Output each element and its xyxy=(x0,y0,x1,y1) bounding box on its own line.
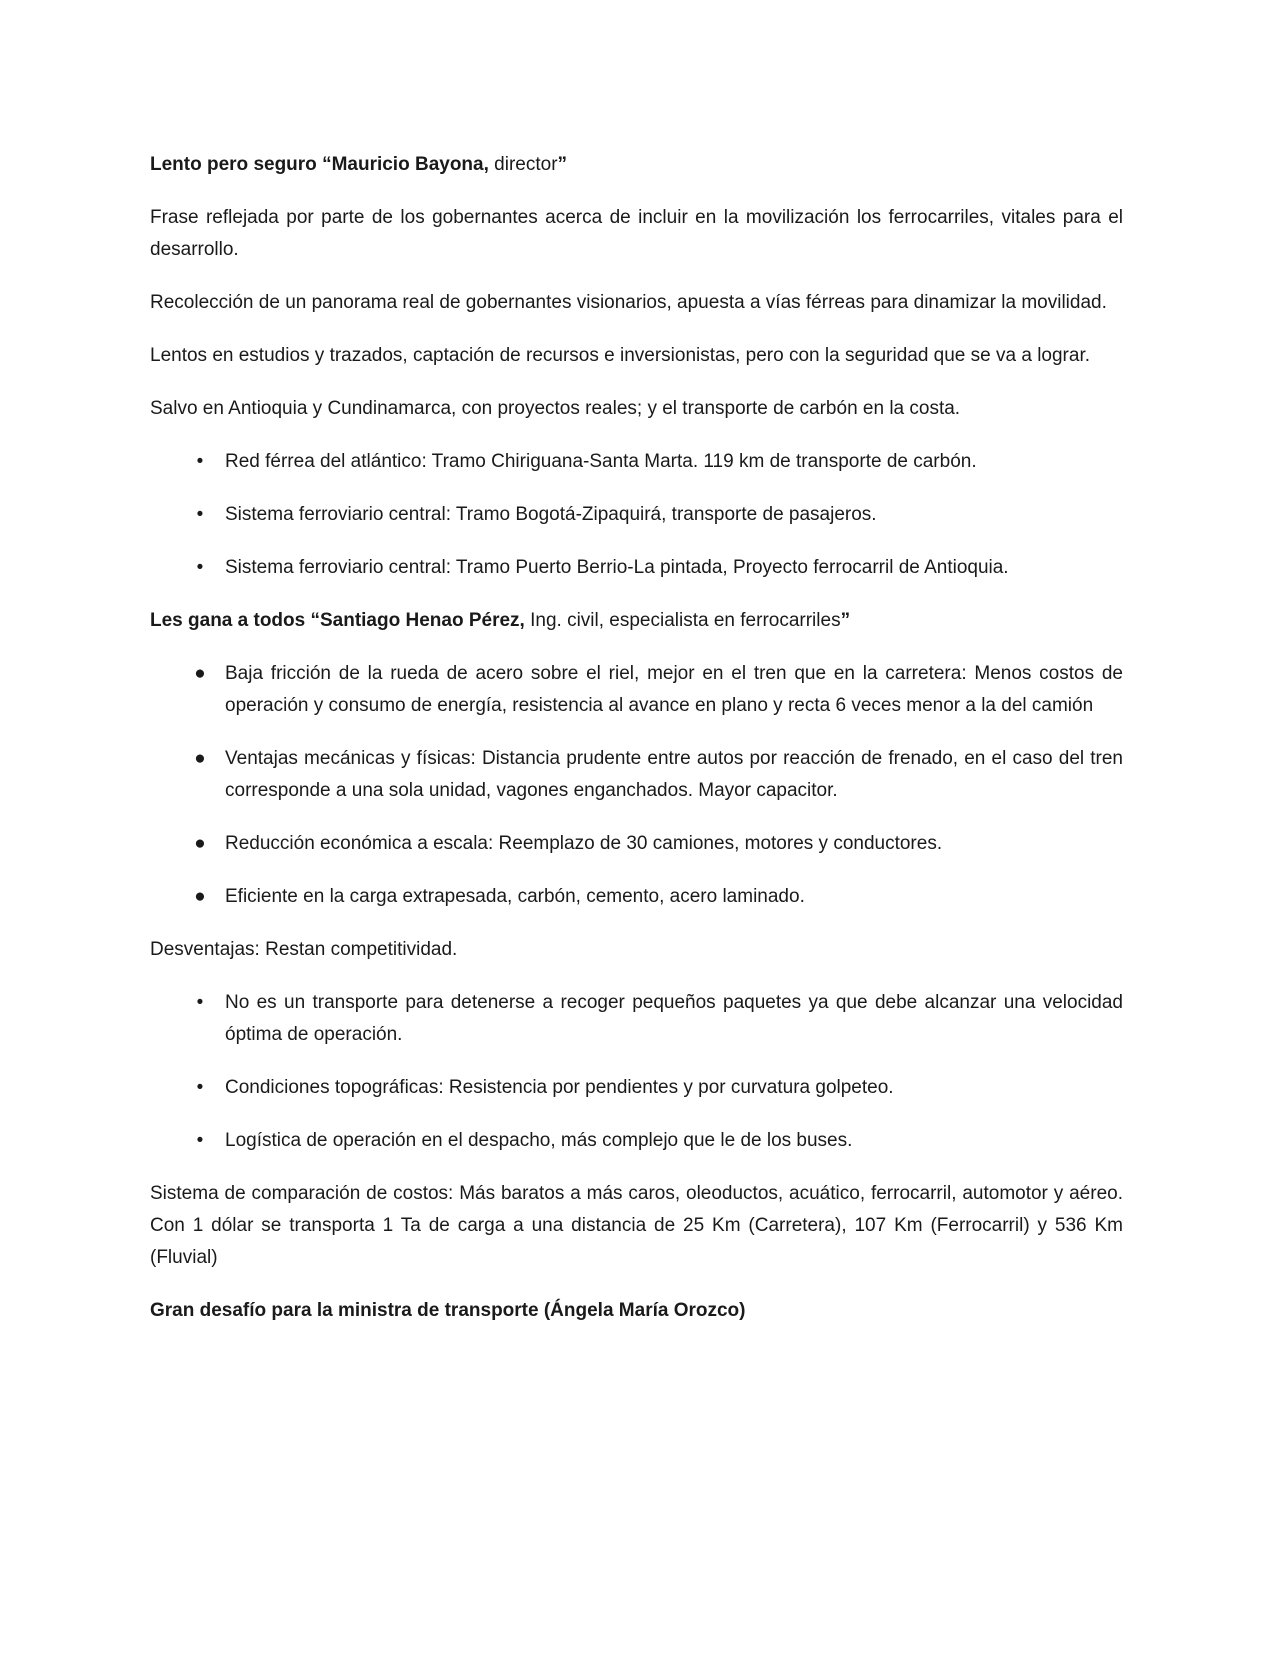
list-disadvantages xyxy=(150,987,1123,1157)
list-item xyxy=(150,987,1123,1051)
heading-normal: director xyxy=(488,154,558,175)
heading-normal: Ing. civil, especialista en ferrocarriles xyxy=(524,610,841,631)
paragraph-recoleccion: Recolección de un panorama real de gobernantes visionarios, apuesta a vías férreas para dinamizar la movilidad. xyxy=(150,292,1107,313)
list-item xyxy=(150,743,1123,807)
bullet-icon: ● xyxy=(194,833,206,854)
paragraph-salvo: Salvo en Antioquia y Cundinamarca, con proyectos reales; y el transporte de carbón en la costa. xyxy=(150,398,961,419)
bullet-icon: ● xyxy=(194,663,206,684)
heading-mauricio-bayona xyxy=(150,149,1123,181)
list-item xyxy=(150,881,1123,913)
list-item xyxy=(150,552,1123,584)
list-item xyxy=(150,1072,1123,1104)
list-item-text: Eficiente en la carga extrapesada, carbón, cemento, acero laminado. xyxy=(225,886,805,907)
list-item-text: Reducción económica a escala: Reemplazo de 30 camiones, motores y conductores. xyxy=(225,833,943,854)
list-item-text: Logística de operación en el despacho, más complejo que le de los buses. xyxy=(225,1130,853,1151)
bullet-icon: ● xyxy=(194,748,206,769)
list-item-text: Red férrea del atlántico: Tramo Chiriguana-Santa Marta. 119 km de transporte de carbón. xyxy=(225,451,977,472)
list-item xyxy=(150,658,1123,722)
list-item-text: Sistema ferroviario central: Tramo Puerto Berrio-La pintada, Proyecto ferrocarril de Antioquia. xyxy=(225,557,1009,578)
bullet-icon: • xyxy=(196,451,204,472)
heading-gran-desafio xyxy=(150,1295,1123,1327)
bullet-icon: • xyxy=(196,504,204,525)
list-item-text: Sistema ferroviario central: Tramo Bogotá-Zipaquirá, transporte de pasajeros. xyxy=(225,504,877,525)
paragraph-lentos: Lentos en estudios y trazados, captación de recursos e inversionistas, pero con la seguridad que se va a lograr. xyxy=(150,345,1090,366)
heading-close-quote: ” xyxy=(557,154,568,175)
list-item xyxy=(150,499,1123,531)
list-item-text: No es un transporte para detenerse a recoger pequeños paquetes ya que debe alcanzar una velocidad óptima de operación. xyxy=(225,992,1123,1045)
list-item xyxy=(150,828,1123,860)
bullet-icon: • xyxy=(196,557,204,578)
document-page xyxy=(150,149,1123,1348)
heading-bold: Gran desafío para la ministra de transporte (Ángela María Orozco) xyxy=(150,1300,746,1321)
list-advantages xyxy=(150,658,1123,913)
bullet-icon: • xyxy=(196,1077,204,1098)
heading-santiago-henao xyxy=(150,605,1123,637)
paragraph-sistema-costos: Sistema de comparación de costos: Más baratos a más caros, oleoductos, acuático, ferrocarril, automotor y aéreo. Con 1 dólar se transporta 1 Ta de carga a una distancia de 25 Km (Carretera), 107 Km (Ferrocarril) y 536 Km (Fluvial) xyxy=(150,1183,1123,1268)
list-item-text: Ventajas mecánicas y físicas: Distancia prudente entre autos por reacción de frenado, en el caso del tren corresponde a una sola unidad, vagones enganchados. Mayor capacitor. xyxy=(225,748,1123,801)
list-item-text: Condiciones topográficas: Resistencia por pendientes y por curvatura golpeteo. xyxy=(225,1077,894,1098)
paragraph-frase: Frase reflejada por parte de los gobernantes acerca de incluir en la movilización los ferrocarriles, vitales para el desarrollo. xyxy=(150,207,1123,260)
heading-bold: Lento pero seguro “Mauricio Bayona, xyxy=(150,154,489,175)
heading-bold: Les gana a todos “Santiago Henao Pérez, xyxy=(150,610,525,631)
bullet-icon: ● xyxy=(194,886,206,907)
list-item-text: Baja fricción de la rueda de acero sobre el riel, mejor en el tren que en la carretera: Menos costos de operación y consumo de energía, resistencia al avance en plano y recta 6 veces menor a la del camión xyxy=(225,663,1123,716)
list-item xyxy=(150,1125,1123,1157)
list-rail-projects xyxy=(150,446,1123,584)
paragraph-desventajas: Desventajas: Restan competitividad. xyxy=(150,939,458,960)
heading-close-quote: ” xyxy=(840,610,851,631)
bullet-icon: • xyxy=(196,1130,204,1151)
bullet-icon: • xyxy=(196,992,204,1013)
list-item xyxy=(150,446,1123,478)
